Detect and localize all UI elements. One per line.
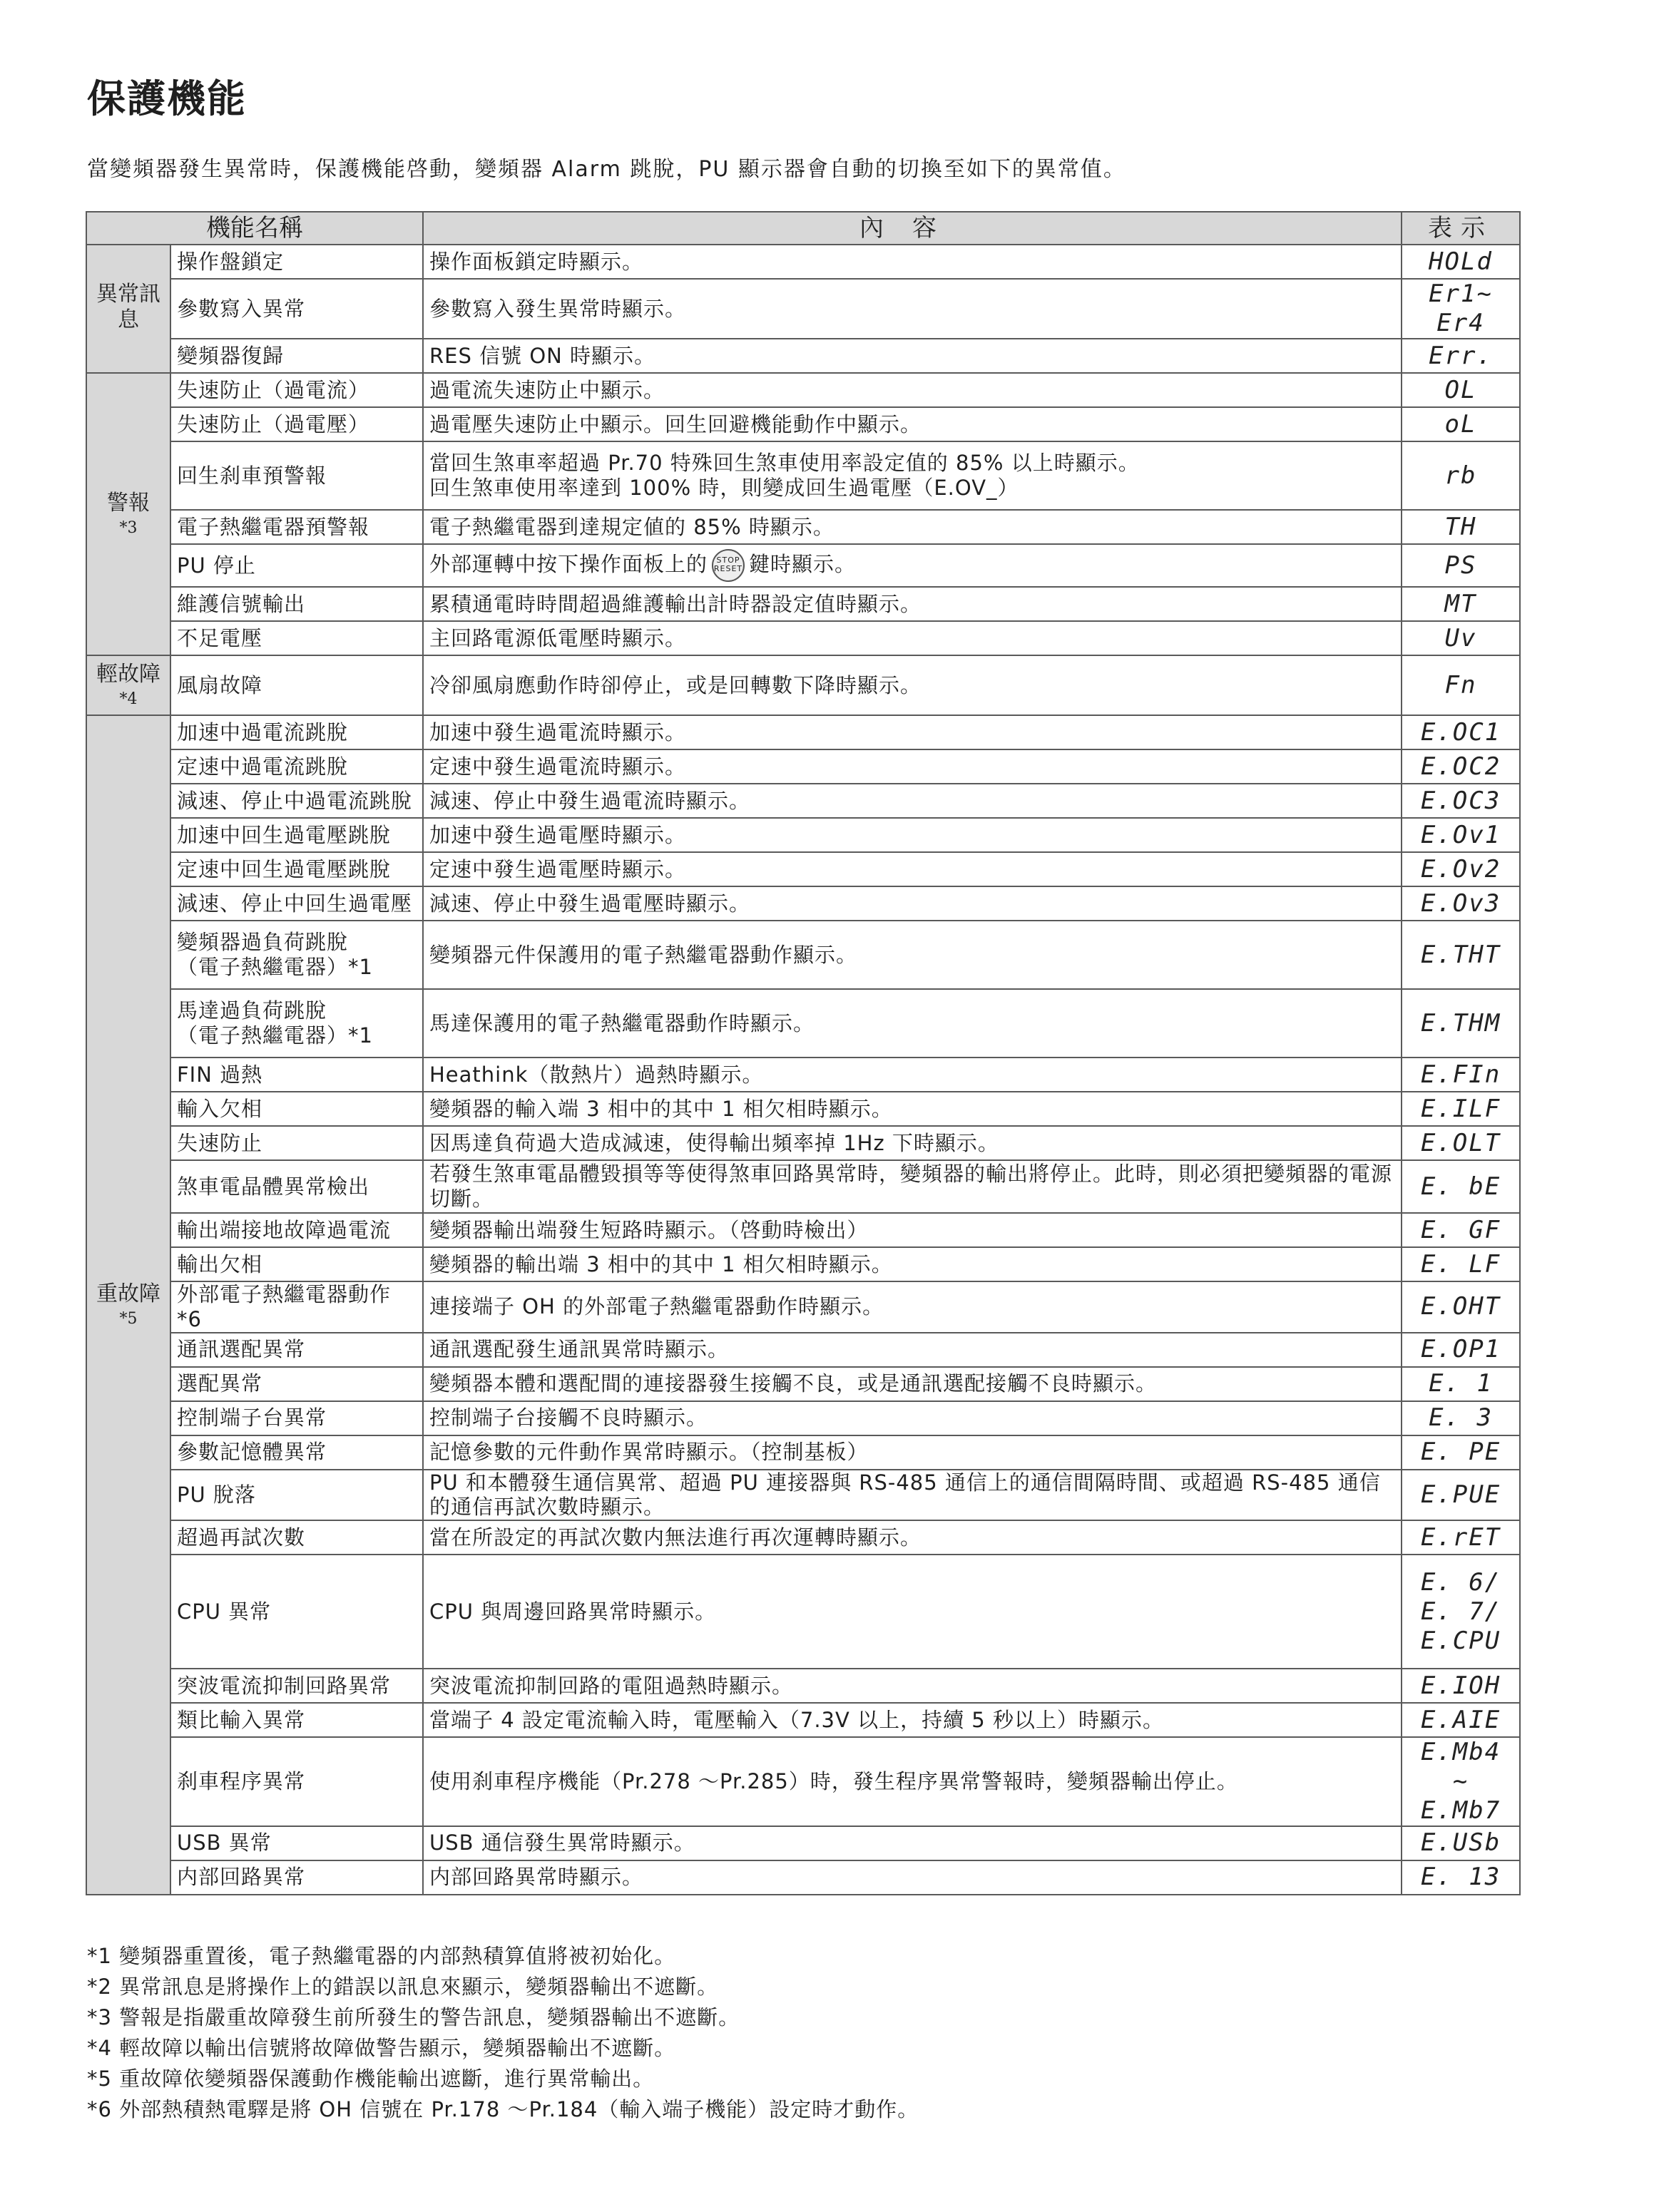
display-code-cell: E.OC3 <box>1402 784 1520 818</box>
table-row <box>86 407 1520 441</box>
function-name-cell: 馬達過負荷跳脫 （電子熱繼電器）*1 <box>170 989 423 1058</box>
table-row <box>86 1669 1520 1703</box>
description-cell: 馬達保護用的電子熱繼電器動作時顯示。 <box>423 989 1402 1058</box>
description-cell: 當端子 4 設定電流輸入時，電壓輸入（7.3V 以上，持續 5 秒以上）時顯示。 <box>423 1703 1402 1737</box>
function-name-cell: 突波電流抑制回路異常 <box>170 1669 423 1703</box>
footnote: *3 警報是指嚴重故障發生前所發生的警告訊息，變頻器輸出不遮斷。 <box>87 2005 740 2029</box>
function-name-cell: 控制端子台異常 <box>170 1401 423 1435</box>
function-name-cell: 減速、停止中回生過電壓 <box>170 886 423 921</box>
display-code-cell: TH <box>1402 510 1520 544</box>
function-name-cell: 風扇故障 <box>170 655 423 715</box>
display-code-cell: E.IOH <box>1402 1669 1520 1703</box>
description-cell: 變頻器輸出端發生短路時顯示。（啓動時檢出） <box>423 1213 1402 1247</box>
intro-text: 當變頻器發生異常時，保護機能啓動，變頻器 Alarm 跳脫，PU 顯示器會自動的切換至如下的異常值。 <box>87 157 1126 182</box>
table-row <box>86 818 1520 852</box>
table-row <box>86 544 1520 587</box>
display-code-cell: E. 1 <box>1402 1367 1520 1401</box>
function-name-cell: 回生刹車預警報 <box>170 441 423 510</box>
footnote: *5 重故障依變頻器保護動作機能輸出遮斷，進行異常輸出。 <box>87 2067 655 2091</box>
description-cell: 過電壓失速防止中顯示。回生回避機能動作中顯示。 <box>423 407 1402 441</box>
footnote: *4 輕故障以輸出信號將故障做警告顯示，變頻器輸出不遮斷。 <box>87 2036 676 2060</box>
description-cell: 因馬達負荷過大造成減速，使得輸出頻率掉 1Hz 下時顯示。 <box>423 1126 1402 1160</box>
table-row <box>86 339 1520 373</box>
table-row <box>86 715 1520 749</box>
function-name-cell: 不足電壓 <box>170 621 423 655</box>
function-name-cell: 定速中過電流跳脫 <box>170 749 423 784</box>
category-label: 重故障 <box>96 1281 160 1306</box>
description-cell: 變頻器元件保護用的電子熱繼電器動作顯示。 <box>423 921 1402 989</box>
display-code-cell: E.THM <box>1402 989 1520 1058</box>
table-row <box>86 441 1520 510</box>
description-cell: 減速、停止中發生過電流時顯示。 <box>423 784 1402 818</box>
category-major-cell <box>86 715 170 1895</box>
description-cell: Heathink（散熱片）過熱時顯示。 <box>423 1058 1402 1092</box>
header-content: 內容 <box>423 212 1402 245</box>
description-cell: 定速中發生過電流時顯示。 <box>423 749 1402 784</box>
display-code-cell: E.Ov3 <box>1402 886 1520 921</box>
description-cell: 使用刹車程序機能（Pr.278 ～Pr.285）時，發生程序異常警報時，變頻器輸出停止。 <box>423 1737 1402 1826</box>
description-cell: 加速中發生過電壓時顯示。 <box>423 818 1402 852</box>
description-cell: 過電流失速防止中顯示。 <box>423 373 1402 407</box>
function-name-cell: 選配異常 <box>170 1367 423 1401</box>
table-row <box>86 1333 1520 1367</box>
table-row <box>86 989 1520 1058</box>
display-code-cell: E.Mb4 ~ E.Mb7 <box>1402 1737 1520 1826</box>
display-code-cell: E.OLT <box>1402 1126 1520 1160</box>
display-code-cell: E.Ov2 <box>1402 852 1520 886</box>
display-code-cell: E. PE <box>1402 1435 1520 1470</box>
display-code-cell: rb <box>1402 441 1520 510</box>
table-row <box>86 1247 1520 1281</box>
description-cell: CPU 與周邊回路異常時顯示。 <box>423 1555 1402 1669</box>
table-row <box>86 1401 1520 1435</box>
description-cell: 定速中發生過電壓時顯示。 <box>423 852 1402 886</box>
function-name-cell: 通訊選配異常 <box>170 1333 423 1367</box>
display-code-cell: E.OP1 <box>1402 1333 1520 1367</box>
function-name-cell: FIN 過熱 <box>170 1058 423 1092</box>
function-name-cell: 煞車電晶體異常檢出 <box>170 1160 423 1213</box>
display-code-cell: E.ILF <box>1402 1092 1520 1126</box>
reset-key-label: RESET <box>713 564 743 573</box>
display-code-cell: PS <box>1402 544 1520 587</box>
display-code-cell: E.OC1 <box>1402 715 1520 749</box>
function-name-cell: 類比輸入異常 <box>170 1703 423 1737</box>
display-code-cell: E.Ov1 <box>1402 818 1520 852</box>
table-row <box>86 749 1520 784</box>
category-warning-cell <box>86 373 170 655</box>
description-cell: 參數寫入發生異常時顯示。 <box>423 279 1402 339</box>
description-cell: 主回路電源低電壓時顯示。 <box>423 621 1402 655</box>
display-code-cell: MT <box>1402 587 1520 621</box>
function-name-cell: 刹車程序異常 <box>170 1737 423 1826</box>
table-row <box>86 1826 1520 1860</box>
description-cell: PU 和本體發生通信異常、超過 PU 連接器與 RS-485 通信上的通信間隔時間、或超過 RS-485 通信的通信再試次數時顯示。 <box>423 1470 1402 1521</box>
table-row <box>86 1092 1520 1126</box>
function-name-cell: 失速防止 <box>170 1126 423 1160</box>
header-display: 表示 <box>1402 212 1520 245</box>
description-cell: 電子熱繼電器到達規定値的 85% 時顯示。 <box>423 510 1402 544</box>
description-text: 鍵時顯示。 <box>749 552 857 576</box>
stop-key-label: STOP <box>716 555 740 565</box>
description-cell <box>423 544 1402 587</box>
table-row <box>86 510 1520 544</box>
description-cell: 加速中發生過電流時顯示。 <box>423 715 1402 749</box>
description-cell: 當回生煞車率超過 Pr.70 特殊回生煞車使用率設定值的 85% 以上時顯示。 回生煞車使用率達到 100% 時，則變成回生過電壓（E.OV_） <box>423 441 1402 510</box>
table-row <box>86 1520 1520 1555</box>
display-code-cell: E. 3 <box>1402 1401 1520 1435</box>
display-code-cell: E. GF <box>1402 1213 1520 1247</box>
function-name-cell: PU 脫落 <box>170 1470 423 1521</box>
display-code-cell: E.OHT <box>1402 1281 1520 1333</box>
function-name-cell: 超過再試次數 <box>170 1520 423 1555</box>
category-label: 異常訊息 <box>96 282 160 332</box>
display-code-cell: Fn <box>1402 655 1520 715</box>
function-name-cell: 外部電子熱繼電器動作 *6 <box>170 1281 423 1333</box>
description-cell: 減速、停止中發生過電壓時顯示。 <box>423 886 1402 921</box>
table-row <box>86 621 1520 655</box>
category-message-cell <box>86 245 170 373</box>
category-label: 輕故障 <box>96 661 160 687</box>
function-name-cell: 定速中回生過電壓跳脫 <box>170 852 423 886</box>
display-code-cell: E. 13 <box>1402 1860 1520 1895</box>
table-row <box>86 852 1520 886</box>
display-code-cell: E.FIn <box>1402 1058 1520 1092</box>
display-code-cell: E.AIE <box>1402 1703 1520 1737</box>
table-row <box>86 1126 1520 1160</box>
function-name-cell: 加速中回生過電壓跳脫 <box>170 818 423 852</box>
description-cell: 當在所設定的再試次數内無法進行再次運轉時顯示。 <box>423 1520 1402 1555</box>
table-header-row <box>86 212 1520 245</box>
table-row <box>86 886 1520 921</box>
function-name-cell: PU 停止 <box>170 544 423 587</box>
description-cell: 連接端子 OH 的外部電子熱繼電器動作時顯示。 <box>423 1281 1402 1333</box>
function-name-cell: 輸出欠相 <box>170 1247 423 1281</box>
description-cell: 操作面板鎖定時顯示。 <box>423 245 1402 279</box>
description-cell: 記憶參數的元件動作異常時顯示。（控制基板） <box>423 1435 1402 1470</box>
function-name-cell: 加速中過電流跳脫 <box>170 715 423 749</box>
table-row <box>86 1555 1520 1669</box>
table-body <box>86 245 1520 1895</box>
display-code-cell: E.THT <box>1402 921 1520 989</box>
table-row <box>86 587 1520 621</box>
table-row <box>86 1860 1520 1895</box>
function-name-cell: 電子熱繼電器預警報 <box>170 510 423 544</box>
display-code-cell: HOLd <box>1402 245 1520 279</box>
stop-reset-key-icon <box>712 549 745 582</box>
description-cell: 突波電流抑制回路的電阻過熱時顯示。 <box>423 1669 1402 1703</box>
display-code-cell: Err. <box>1402 339 1520 373</box>
table-row <box>86 1737 1520 1826</box>
category-note: *5 <box>119 1309 138 1328</box>
table-row <box>86 1160 1520 1213</box>
header-function-name: 機能名稱 <box>86 212 423 245</box>
footnote: *2 異常訊息是將操作上的錯誤以訊息來顯示，變頻器輸出不遮斷。 <box>87 1975 719 1999</box>
display-code-cell: oL <box>1402 407 1520 441</box>
display-code-cell: Uv <box>1402 621 1520 655</box>
table-row <box>86 784 1520 818</box>
function-name-cell: 變頻器過負荷跳脫 （電子熱繼電器）*1 <box>170 921 423 989</box>
function-name-cell: 參數記憶體異常 <box>170 1435 423 1470</box>
description-cell: 累積通電時時間超過維護輸出計時器設定值時顯示。 <box>423 587 1402 621</box>
display-code-cell: E. 6/ E. 7/ E.CPU <box>1402 1555 1520 1669</box>
table-row <box>86 1281 1520 1333</box>
footnote: *1 變頻器重置後，電子熱繼電器的内部熱積算值將被初始化。 <box>87 1944 676 1968</box>
table-row <box>86 373 1520 407</box>
category-note: *3 <box>119 518 138 537</box>
footnotes <box>87 1941 919 2125</box>
function-name-cell: 維護信號輸出 <box>170 587 423 621</box>
category-minor-cell <box>86 655 170 715</box>
table-row <box>86 1367 1520 1401</box>
function-name-cell: 輸出端接地故障過電流 <box>170 1213 423 1247</box>
table-row <box>86 279 1520 339</box>
category-label: 警報 <box>107 490 150 516</box>
description-cell: 控制端子台接觸不良時顯示。 <box>423 1401 1402 1435</box>
table-row <box>86 1435 1520 1470</box>
display-code-cell: E.OC2 <box>1402 749 1520 784</box>
description-cell: 變頻器本體和選配間的連接器發生接觸不良，或是通訊選配接觸不良時顯示。 <box>423 1367 1402 1401</box>
description-cell: 通訊選配發生通訊異常時顯示。 <box>423 1333 1402 1367</box>
function-name-cell: 輸入欠相 <box>170 1092 423 1126</box>
display-code-cell: E. bE <box>1402 1160 1520 1213</box>
table-row <box>86 655 1520 715</box>
function-name-cell: 參數寫入異常 <box>170 279 423 339</box>
display-code-cell: E.rET <box>1402 1520 1520 1555</box>
table-row <box>86 1213 1520 1247</box>
footnote: *6 外部熱積熱電驛是將 OH 信號在 Pr.178 ～Pr.184（輸入端子機能）設定時才動作。 <box>87 2097 919 2121</box>
description-cell: 若發生煞車電晶體毀損等等使得煞車回路異常時，變頻器的輸出將停止。此時，則必須把變頻器的電源切斷。 <box>423 1160 1402 1213</box>
display-code-cell: E. LF <box>1402 1247 1520 1281</box>
table-row <box>86 1058 1520 1092</box>
protection-function-table <box>86 211 1521 1895</box>
description-cell: 冷卻風扇應動作時卻停止，或是回轉數下降時顯示。 <box>423 655 1402 715</box>
function-name-cell: 内部回路異常 <box>170 1860 423 1895</box>
display-code-cell: OL <box>1402 373 1520 407</box>
function-name-cell: 減速、停止中過電流跳脫 <box>170 784 423 818</box>
description-cell: RES 信號 ON 時顯示。 <box>423 339 1402 373</box>
page-title: 保護機能 <box>87 76 247 121</box>
function-name-cell: 失速防止（過電流） <box>170 373 423 407</box>
function-name-cell: 失速防止（過電壓） <box>170 407 423 441</box>
description-text: 外部運轉中按下操作面板上的 <box>429 552 708 576</box>
description-cell: 變頻器的輸入端 3 相中的其中 1 相欠相時顯示。 <box>423 1092 1402 1126</box>
display-code-cell: Er1~ Er4 <box>1402 279 1520 339</box>
function-name-cell: 操作盤鎖定 <box>170 245 423 279</box>
description-cell: USB 通信發生異常時顯示。 <box>423 1826 1402 1860</box>
table-row <box>86 1470 1520 1521</box>
display-code-cell: E.PUE <box>1402 1470 1520 1521</box>
table-row <box>86 921 1520 989</box>
description-cell: 變頻器的輸出端 3 相中的其中 1 相欠相時顯示。 <box>423 1247 1402 1281</box>
description-cell: 内部回路異常時顯示。 <box>423 1860 1402 1895</box>
category-note: *4 <box>119 690 138 708</box>
function-name-cell: CPU 異常 <box>170 1555 423 1669</box>
function-name-cell: USB 異常 <box>170 1826 423 1860</box>
table-row <box>86 245 1520 279</box>
display-code-cell: E.USb <box>1402 1826 1520 1860</box>
function-name-cell: 變頻器復歸 <box>170 339 423 373</box>
table-row <box>86 1703 1520 1737</box>
